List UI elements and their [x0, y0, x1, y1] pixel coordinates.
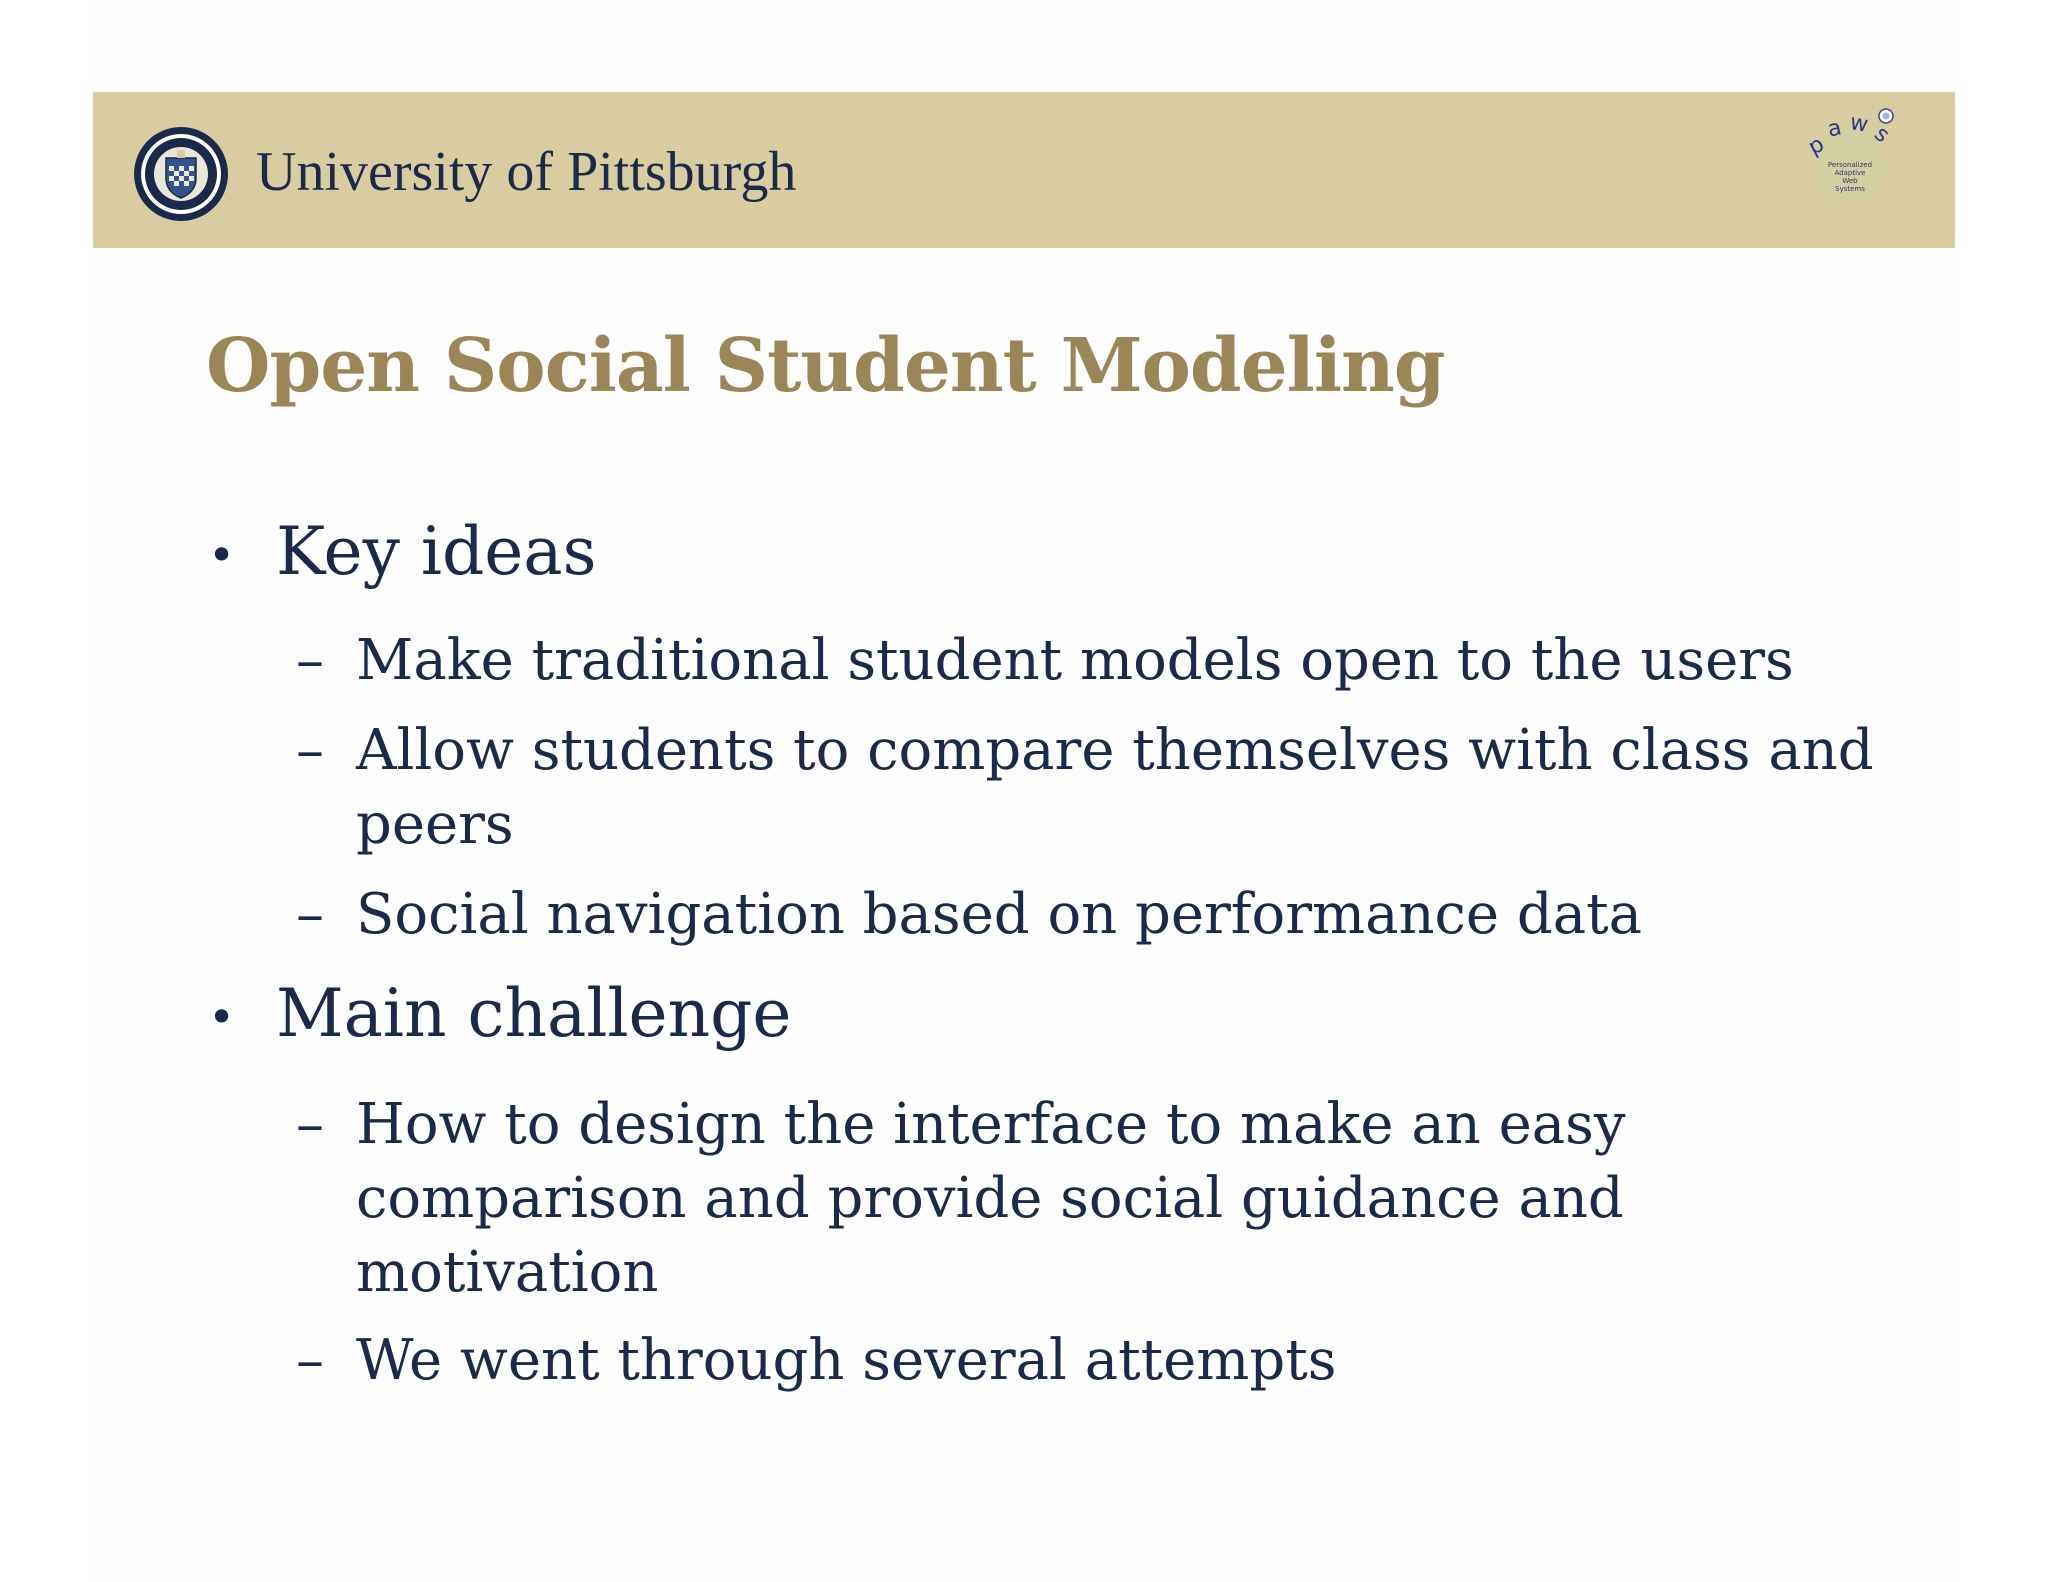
section-heading-key-ideas: Key ideas [276, 513, 597, 590]
list-item-line: How to design the interface to make an easy [356, 1092, 1626, 1157]
dash-marker: – [296, 1092, 324, 1157]
list-item-line: motivation [356, 1240, 659, 1305]
dash-marker: – [296, 718, 324, 783]
dash-marker: – [296, 1328, 324, 1393]
svg-text:Systems: Systems [1835, 185, 1865, 193]
svg-text:Personalized: Personalized [1827, 161, 1873, 169]
dash-marker: – [296, 628, 324, 693]
list-item-line: peers [356, 792, 514, 857]
svg-text:a: a [1825, 115, 1844, 143]
bullet-marker: • [208, 990, 236, 1044]
list-item-line: comparison and provide social guidance and [356, 1166, 1624, 1231]
list-item-line: Allow students to compare themselves with class and [356, 718, 1874, 783]
svg-text:s: s [1869, 121, 1895, 148]
bullet-marker: • [208, 528, 236, 582]
svg-text:Adaptive: Adaptive [1834, 169, 1866, 177]
section-heading-main-challenge: Main challenge [276, 975, 792, 1052]
svg-text:Web: Web [1842, 177, 1858, 185]
dash-marker: – [296, 882, 324, 947]
slide-title: Open Social Student Modeling [206, 323, 1445, 409]
svg-text:w: w [1848, 110, 1871, 138]
list-item-line: Social navigation based on performance data [356, 882, 1642, 947]
university-name: University of Pittsburgh [256, 141, 797, 203]
svg-text:p: p [1804, 131, 1829, 161]
list-item-line: Make traditional student models open to the users [356, 628, 1794, 693]
list-item-line: We went through several attempts [356, 1328, 1337, 1393]
